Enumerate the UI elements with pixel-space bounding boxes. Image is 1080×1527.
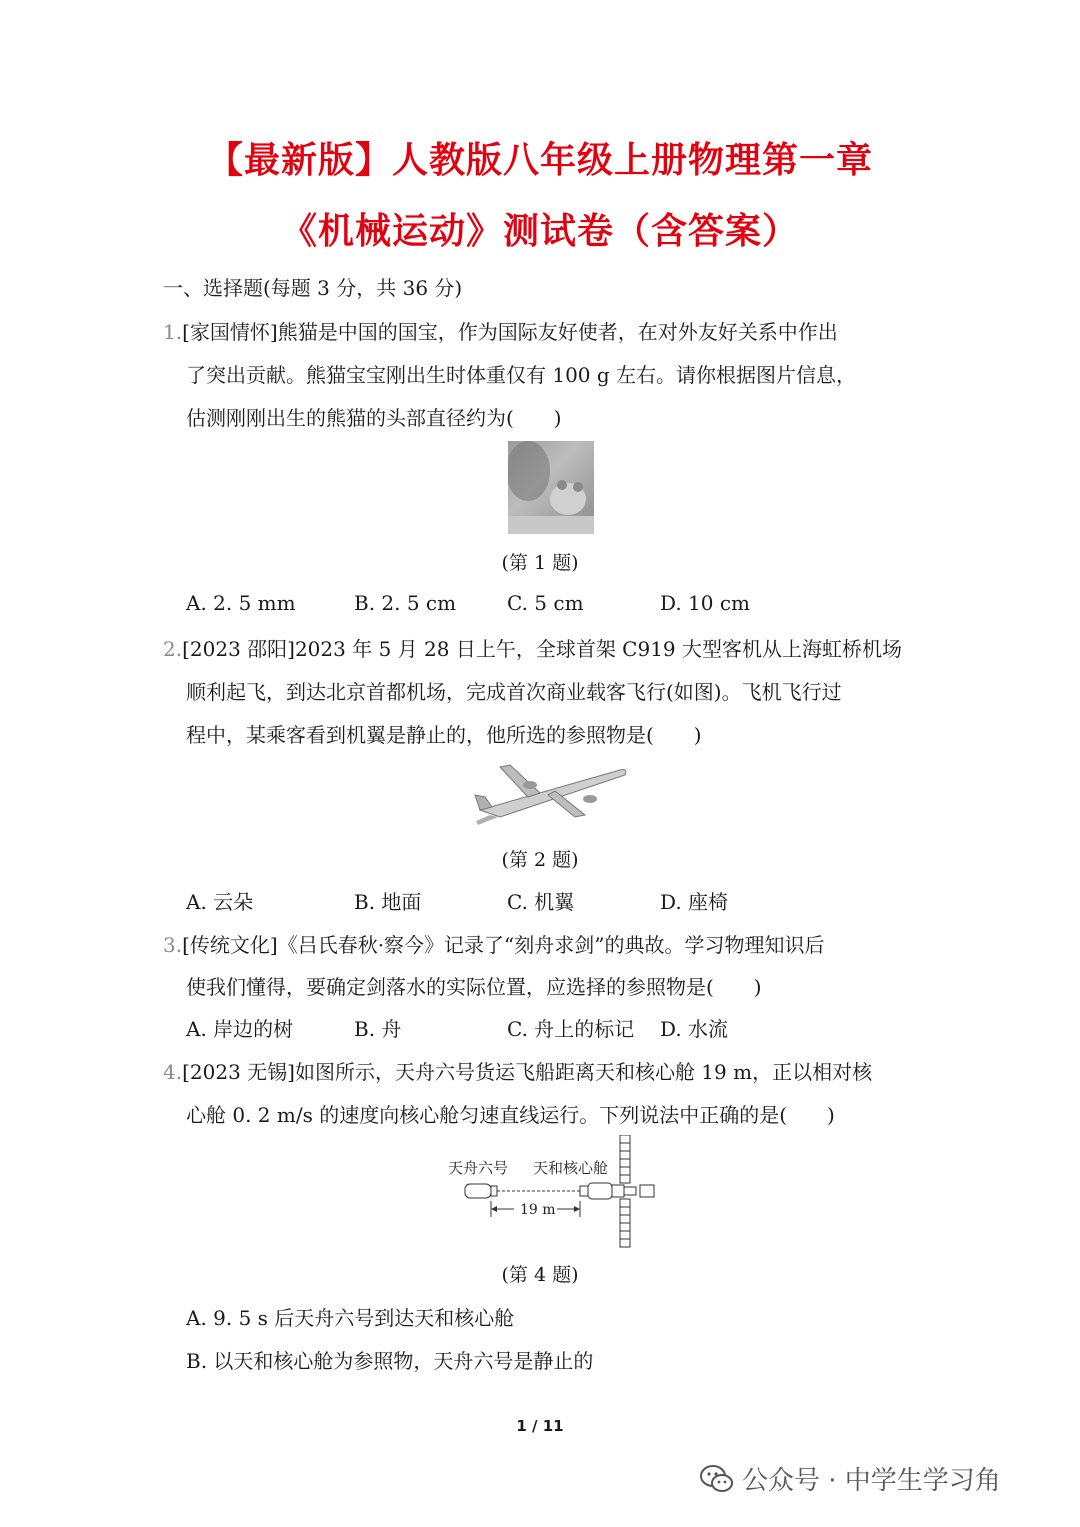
question-3-line1: 3.[传统文化]《吕氏春秋·察今》记录了“刻舟求剑”的典故。学习物理知识后	[163, 933, 825, 957]
wechat-icon	[700, 1464, 734, 1494]
option-d[interactable]: D. 水流	[660, 1017, 729, 1041]
option-c[interactable]: C. 5 cm	[507, 591, 584, 615]
diagram-label-tianzhou: 天舟六号	[448, 1159, 509, 1177]
option-b[interactable]: B. 2. 5 cm	[354, 591, 457, 615]
question-number: 3.	[163, 933, 183, 957]
spacecraft-diagram	[440, 1135, 670, 1250]
question-1-line3: 估测刚刚出生的熊猫的头部直径约为( )	[186, 406, 562, 430]
figure-caption-4: (第 4 题)	[501, 1264, 579, 1286]
option-c[interactable]: C. 舟上的标记	[507, 1017, 635, 1041]
question-number: 2.	[163, 637, 183, 661]
question-1-line1: 1.[家国情怀]熊猫是中国的国宝，作为国际友好使者，在对外友好关系中作出	[163, 320, 838, 344]
watermark-text: 公众号 · 中学生学习角	[742, 1466, 1001, 1496]
figure-caption-1: (第 1 题)	[501, 552, 579, 574]
option-a[interactable]: A. 2. 5 mm	[186, 591, 296, 615]
question-number: 1.	[163, 320, 183, 344]
airplane-image	[470, 755, 630, 830]
question-2-line2: 顺利起飞，到达北京首都机场，完成首次商业载客飞行(如图)。飞机飞行过	[186, 680, 842, 704]
option-a[interactable]: A. 云朵	[186, 890, 254, 914]
option-b[interactable]: B. 以天和核心舱为参照物，天舟六号是静止的	[186, 1349, 594, 1373]
question-1-line2: 了突出贡献。熊猫宝宝刚出生时体重仅有 100 g 左右。请你根据图片信息，	[186, 363, 857, 387]
panda-photo	[508, 441, 594, 534]
watermark	[700, 1460, 1001, 1497]
diagram-distance-label: 19 m	[520, 1202, 556, 1218]
question-4-line2: 心舱 0. 2 m/s 的速度向核心舱匀速直线运行。下列说法中正确的是( )	[186, 1103, 835, 1127]
option-d[interactable]: D. 座椅	[660, 890, 729, 914]
page-number: 1 / 11	[516, 1417, 564, 1435]
question-3-line2: 使我们懂得，要确定剑落水的实际位置，应选择的参照物是( )	[186, 975, 762, 999]
figure-caption-2: (第 2 题)	[501, 849, 579, 871]
document-title-line1: 【最新版】人教版八年级上册物理第一章	[206, 139, 873, 181]
question-2-line3: 程中，某乘客看到机翼是静止的，他所选的参照物是( )	[186, 723, 702, 747]
document-title-line2: 《机械运动》测试卷（含答案）	[280, 210, 799, 252]
question-number: 4.	[163, 1060, 183, 1084]
diagram-label-tianhe: 天和核心舱	[533, 1159, 609, 1177]
option-d[interactable]: D. 10 cm	[660, 591, 751, 615]
section-heading: 一、选择题(每题 3 分，共 36 分)	[163, 276, 463, 300]
option-a[interactable]: A. 9. 5 s 后天舟六号到达天和核心舱	[186, 1306, 515, 1330]
question-4-line1: 4.[2023 无锡]如图所示，天舟六号货运飞船距离天和核心舱 19 m，正以相对核	[163, 1060, 873, 1084]
option-b[interactable]: B. 舟	[354, 1017, 402, 1041]
question-2-line1: 2.[2023 邵阳]2023 年 5 月 28 日上午，全球首架 C919 大型客机从上海虹桥机场	[163, 637, 903, 661]
option-c[interactable]: C. 机翼	[507, 890, 575, 914]
option-a[interactable]: A. 岸边的树	[186, 1017, 294, 1041]
option-b[interactable]: B. 地面	[354, 890, 422, 914]
